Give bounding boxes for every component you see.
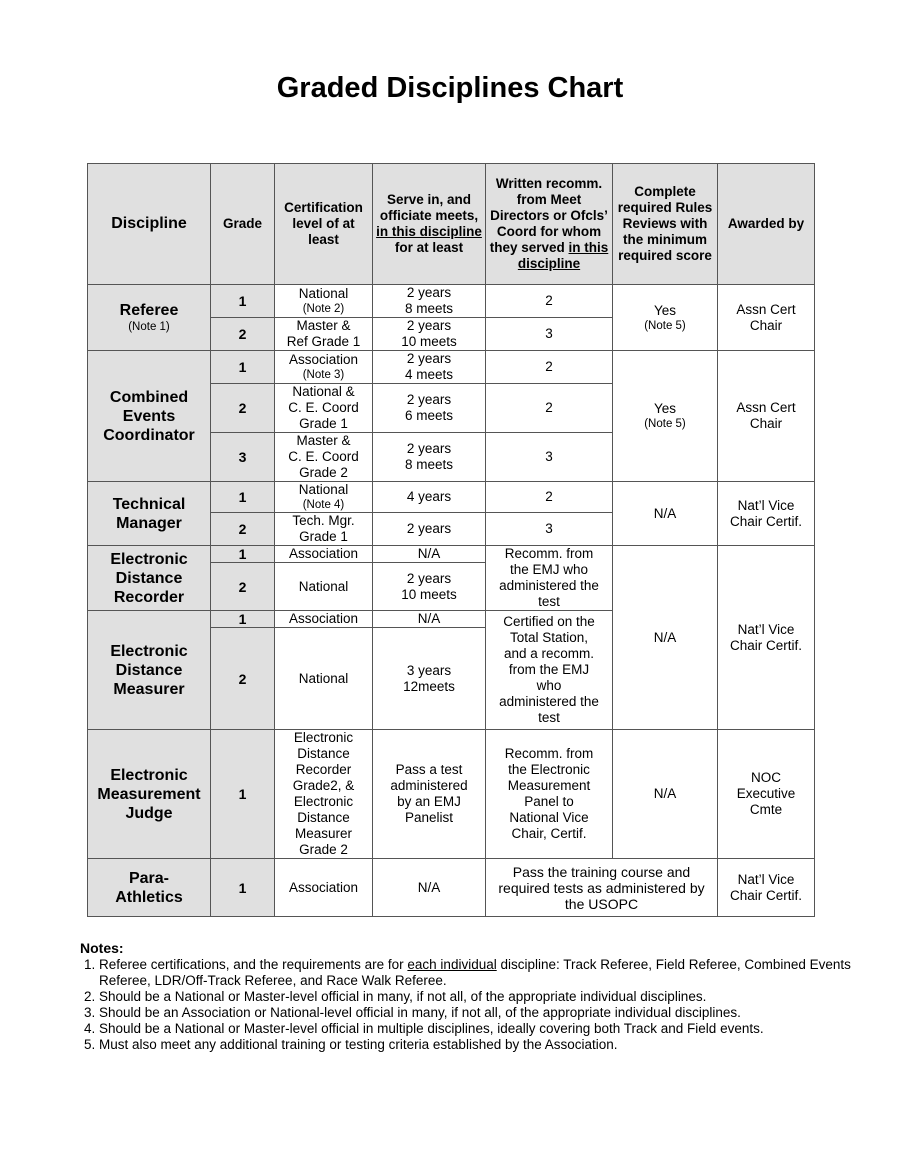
grade-cell: 2 [211,628,275,730]
page-title: Graded Disciplines Chart [276,72,624,104]
discipline-electronic-measurement-judge: Electronic Measurement Judge [88,730,211,859]
discipline-electronic-distance-measurer: Electronic Distance Measurer [88,611,211,730]
written-cell: 2 [486,482,613,513]
written-cell: 3 [486,513,613,546]
note-item-3: 3. Should be an Association or National-level official in many, if not all, of the appropriate individual disciplines. [99,1005,855,1021]
written-cell: 3 [486,318,613,351]
written-cell: 3 [486,433,613,482]
cert-cell: National & C. E. Coord Grade 1 [275,384,373,433]
cert-cell: Association (Note 3) [275,351,373,384]
written-cell: Recomm. from the EMJ who administered the test [486,546,613,611]
serve-cell: N/A [373,611,486,628]
discipline-referee: Referee (Note 1) [88,285,211,351]
serve-cell: 2 years [373,513,486,546]
graded-disciplines-table [87,163,815,917]
header-written-recomm [486,164,613,285]
rules-cell: N/A [613,546,718,730]
awarded-cell: NOC Executive Cmte [718,730,815,859]
header-certification: Certification level of at least [275,164,373,285]
serve-cell: 2 years 4 meets [373,351,486,384]
written-cell: Recomm. from the Electronic Measurement Panel to National Vice Chair, Certif. [486,730,613,859]
rules-cell: N/A [613,730,718,859]
awarded-cell: Nat’l Vice Chair Certif. [718,546,815,730]
grade-cell: 2 [211,513,275,546]
cert-cell: National [275,628,373,730]
serve-cell: 2 years 8 meets [373,433,486,482]
discipline-technical-manager: Technical Manager [88,482,211,546]
header-awarded-by: Awarded by [718,164,815,285]
grade-cell: 2 [211,318,275,351]
grade-cell: 1 [211,611,275,628]
grade-cell: 1 [211,546,275,563]
rules-cell: Yes (Note 5) [613,351,718,482]
serve-cell: Pass a test administered by an EMJ Panelist [373,730,486,859]
cert-cell: Association [275,546,373,563]
discipline-para-athletics: Para- Athletics [88,859,211,917]
serve-cell: 4 years [373,482,486,513]
grade-cell: 2 [211,563,275,611]
grade-cell: 1 [211,482,275,513]
rules-cell: N/A [613,482,718,546]
header-discipline: Discipline [88,164,211,285]
discipline-combined-events-coordinator: Combined Events Coordinator [88,351,211,482]
cert-cell: Master & C. E. Coord Grade 2 [275,433,373,482]
written-cell: 2 [486,351,613,384]
cert-cell: Association [275,859,373,917]
training-requirement-cell: Pass the training course and required tests as administered by the USOPC [486,859,718,917]
written-cell: 2 [486,384,613,433]
header-serve-text: Serve in, and officiate meets, [379,192,479,223]
table-row [88,546,815,563]
header-written-text: Written recomm. from Meet Directors or Ofcls’ Coord for whom they served [489,176,608,255]
header-serve-post: for at least [394,240,464,255]
notes-section [80,940,855,1053]
table-row [88,482,815,513]
cert-cell: Association [275,611,373,628]
cert-cell: National (Note 4) [275,482,373,513]
table-row [88,351,815,384]
header-row [88,164,815,285]
grade-cell: 3 [211,433,275,482]
cert-cell: National (Note 2) [275,285,373,318]
header-grade: Grade [211,164,275,285]
grade-cell: 1 [211,285,275,318]
awarded-cell: Assn Cert Chair [718,285,815,351]
header-written-underline: in this discipline [517,240,609,271]
note-item-2: 2. Should be a National or Master-level official in many, if not all, of the appropriate individual disciplines. [99,989,855,1005]
grade-cell: 1 [211,730,275,859]
cert-cell: Electronic Distance Recorder Grade2, & Electronic Distance Measurer Grade 2 [275,730,373,859]
written-cell: 2 [486,285,613,318]
grade-cell: 1 [211,351,275,384]
awarded-cell: Nat’l Vice Chair Certif. [718,859,815,917]
table-row [88,285,815,318]
grade-cell: 1 [211,859,275,917]
awarded-cell: Assn Cert Chair [718,351,815,482]
awarded-cell: Nat’l Vice Chair Certif. [718,482,815,546]
note-item-5: 5. Must also meet any additional training or testing criteria established by the Association. [99,1037,855,1053]
discipline-electronic-distance-recorder: Electronic Distance Recorder [88,546,211,611]
rules-cell: Yes (Note 5) [613,285,718,351]
grade-cell: 2 [211,384,275,433]
serve-cell: 3 years 12meets [373,628,486,730]
notes-title: Notes: [80,940,124,956]
cert-cell: Master & Ref Grade 1 [275,318,373,351]
serve-cell: 2 years 8 meets [373,285,486,318]
serve-cell: N/A [373,546,486,563]
note-item-1: 1. Referee certifications, and the requirements are for each individual discipline: Track Referee, Field Referee, Combined Events Referee, LDR/Off-Track Referee, and Race Walk Referee. [99,957,855,989]
serve-cell: N/A [373,859,486,917]
table-row [88,859,815,917]
notes-list [80,957,855,1053]
written-cell: Certified on the Total Station, and a recomm. from the EMJ who administered the test [486,611,613,730]
table-row [88,730,815,859]
note-ref: (Note 1) [128,321,170,333]
serve-cell: 2 years 6 meets [373,384,486,433]
cert-cell: Tech. Mgr. Grade 1 [275,513,373,546]
cert-cell: National [275,563,373,611]
serve-cell: 2 years 10 meets [373,318,486,351]
note-item-4: 4. Should be a National or Master-level official in multiple disciplines, ideally covering both Track and Field events. [99,1021,855,1037]
serve-cell: 2 years 10 meets [373,563,486,611]
header-serve [373,164,486,285]
header-serve-underline: in this discipline [376,224,482,239]
header-rules-reviews: Complete required Rules Reviews with the minimum required score [613,164,718,285]
